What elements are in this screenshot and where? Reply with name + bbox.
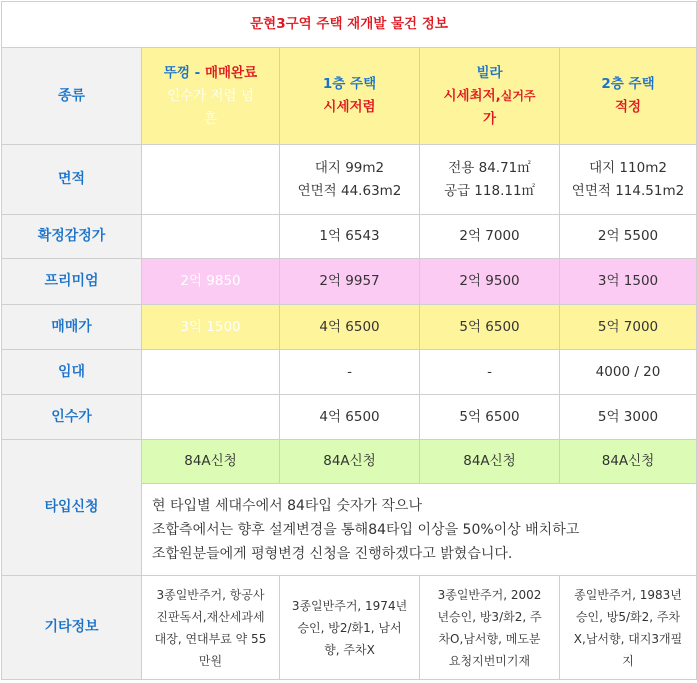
row-label-premium: 프리미엄 [2, 259, 142, 305]
title-row [2, 2, 697, 48]
row-premium [2, 259, 697, 305]
cell-area-2 [280, 145, 420, 215]
row-type [2, 48, 697, 145]
row-label-etc: 기타정보 [2, 576, 142, 680]
row-label-type: 종류 [2, 48, 142, 145]
area-2-land: 대지 99m2 [314, 159, 385, 176]
row-lease [2, 350, 697, 395]
cell-premium-2: 2억 9957 [280, 259, 420, 305]
cell-etc-4 [560, 576, 697, 680]
cell-typeapp-3: 84A신청 [420, 440, 560, 484]
type-3-note: 시세최저, [443, 87, 501, 104]
row-acquisition [2, 395, 697, 440]
cell-acquisition-3: 5억 6500 [420, 395, 560, 440]
cell-type-3 [420, 48, 560, 145]
cell-premium-3: 2억 9500 [420, 259, 560, 305]
notice-line-2: 조합측에서는 향후 설계변경을 통해84타입 이상을 50%이상 배치하고 [152, 521, 580, 538]
type-1-status: 매매완료 [204, 64, 258, 81]
area-3-exclusive: 전용 84.71㎡ [448, 159, 531, 176]
row-sale [2, 305, 697, 350]
property-info-table [1, 1, 697, 680]
row-etc [2, 576, 697, 680]
type-1-kind: 뚜껑 - [163, 64, 205, 81]
notice-line-1: 현 타입별 세대수에서 84타입 숫자가 작으나 [152, 497, 422, 514]
type-4-note: 적정 [614, 99, 642, 115]
etc-1-line-2: 진판독서,재산세과세 [156, 609, 265, 624]
cell-type-2 [280, 48, 420, 145]
cell-etc-2 [280, 576, 420, 680]
etc-2-line-3: 향, 주차X [324, 642, 375, 657]
cell-typeapp-4: 84A신청 [560, 440, 697, 484]
cell-appraisal-1: 1650 [142, 215, 280, 259]
cell-premium-4: 3억 1500 [560, 259, 697, 305]
etc-3-line-2: 년승인, 방3/화2, 주 [437, 609, 542, 624]
etc-3-line-4: 요청지번미기재 [448, 653, 531, 668]
type-2-kind: 1층 주택 [322, 76, 377, 92]
notice-line-3: 조합원분들에게 평형변경 신청을 진행하겠다고 밝혔습니다. [152, 545, 513, 562]
etc-4-line-3: X,남서향, 대지3개필 [573, 631, 683, 646]
cell-typeapp-1: 84A신청 [142, 440, 280, 484]
etc-2-line-2: 승인, 방2/화1, 남서 [297, 620, 402, 635]
table-title: 문현3구역 주택 재개발 물건 정보 [2, 2, 697, 48]
row-label-acquisition: 인수가 [2, 395, 142, 440]
etc-4-line-1: 종일반주거, 1983년 [574, 587, 682, 602]
cell-appraisal-2: 1억 6543 [280, 215, 420, 259]
etc-2-line-1: 3종일반주거, 1974년 [291, 598, 408, 613]
cell-sale-3: 5억 6500 [420, 305, 560, 350]
area-4-land: 대지 110m2 [589, 159, 667, 176]
type-1-note-end: 흔 [203, 110, 218, 127]
cell-type-1 [142, 48, 280, 145]
cell-etc-1 [142, 576, 280, 680]
typeapp-notice [142, 484, 697, 576]
row-appraisal [2, 215, 697, 259]
cell-area-1: 41.1m2 [142, 145, 280, 215]
cell-lease-1: 300 [142, 350, 280, 395]
row-label-typeapp: 타입신청 [2, 440, 142, 576]
etc-4-line-2: 승인, 방5/화2, 주차 [575, 609, 681, 624]
type-3-note-end: 가 [482, 110, 497, 127]
etc-4-line-4: 지 [622, 653, 634, 668]
row-typeapp [2, 440, 697, 484]
cell-type-4 [560, 48, 697, 145]
cell-area-3 [420, 145, 560, 215]
cell-sale-4: 5억 7000 [560, 305, 697, 350]
etc-1-line-3: 대장, 연대부료 약 55 [154, 631, 267, 646]
etc-1-line-1: 3종일반주거, 항공사 [156, 587, 265, 602]
cell-acquisition-4: 5억 3000 [560, 395, 697, 440]
cell-premium-1: 2억 9850 [142, 259, 280, 305]
type-3-note-b: 실거주 [500, 88, 536, 103]
etc-1-line-4: 만원 [198, 653, 223, 668]
cell-area-4 [560, 145, 697, 215]
area-3-supply: 공급 118.11㎡ [443, 182, 536, 199]
type-2-note: 시세저렴 [323, 99, 376, 115]
type-1-note: 인수가 저렴 넘 [167, 87, 254, 104]
row-label-area: 면적 [2, 145, 142, 215]
type-4-kind: 2층 주택 [601, 76, 655, 92]
area-2-floor: 연면적 44.63m2 [297, 182, 402, 199]
cell-lease-2: - [280, 350, 420, 395]
cell-appraisal-3: 2억 7000 [420, 215, 560, 259]
area-4-floor: 연면적 114.51m2 [571, 182, 685, 199]
cell-etc-3 [420, 576, 560, 680]
cell-lease-3: - [420, 350, 560, 395]
row-label-sale: 매매가 [2, 305, 142, 350]
cell-typeapp-2: 84A신청 [280, 440, 420, 484]
etc-3-line-3: 차O,남서향, 메도분 [438, 631, 541, 646]
cell-sale-1: 3억 1500 [142, 305, 280, 350]
type-3-kind: 빌라 [476, 64, 503, 81]
etc-3-line-1: 3종일반주거, 2002 [437, 587, 542, 602]
cell-sale-2: 4억 6500 [280, 305, 420, 350]
cell-acquisition-1: 3억 1200 [142, 395, 280, 440]
row-label-lease: 임대 [2, 350, 142, 395]
row-label-appraisal: 확정감정가 [2, 215, 142, 259]
cell-acquisition-2: 4억 6500 [280, 395, 420, 440]
cell-appraisal-4: 2억 5500 [560, 215, 697, 259]
row-area [2, 145, 697, 215]
cell-lease-4: 4000 / 20 [560, 350, 697, 395]
